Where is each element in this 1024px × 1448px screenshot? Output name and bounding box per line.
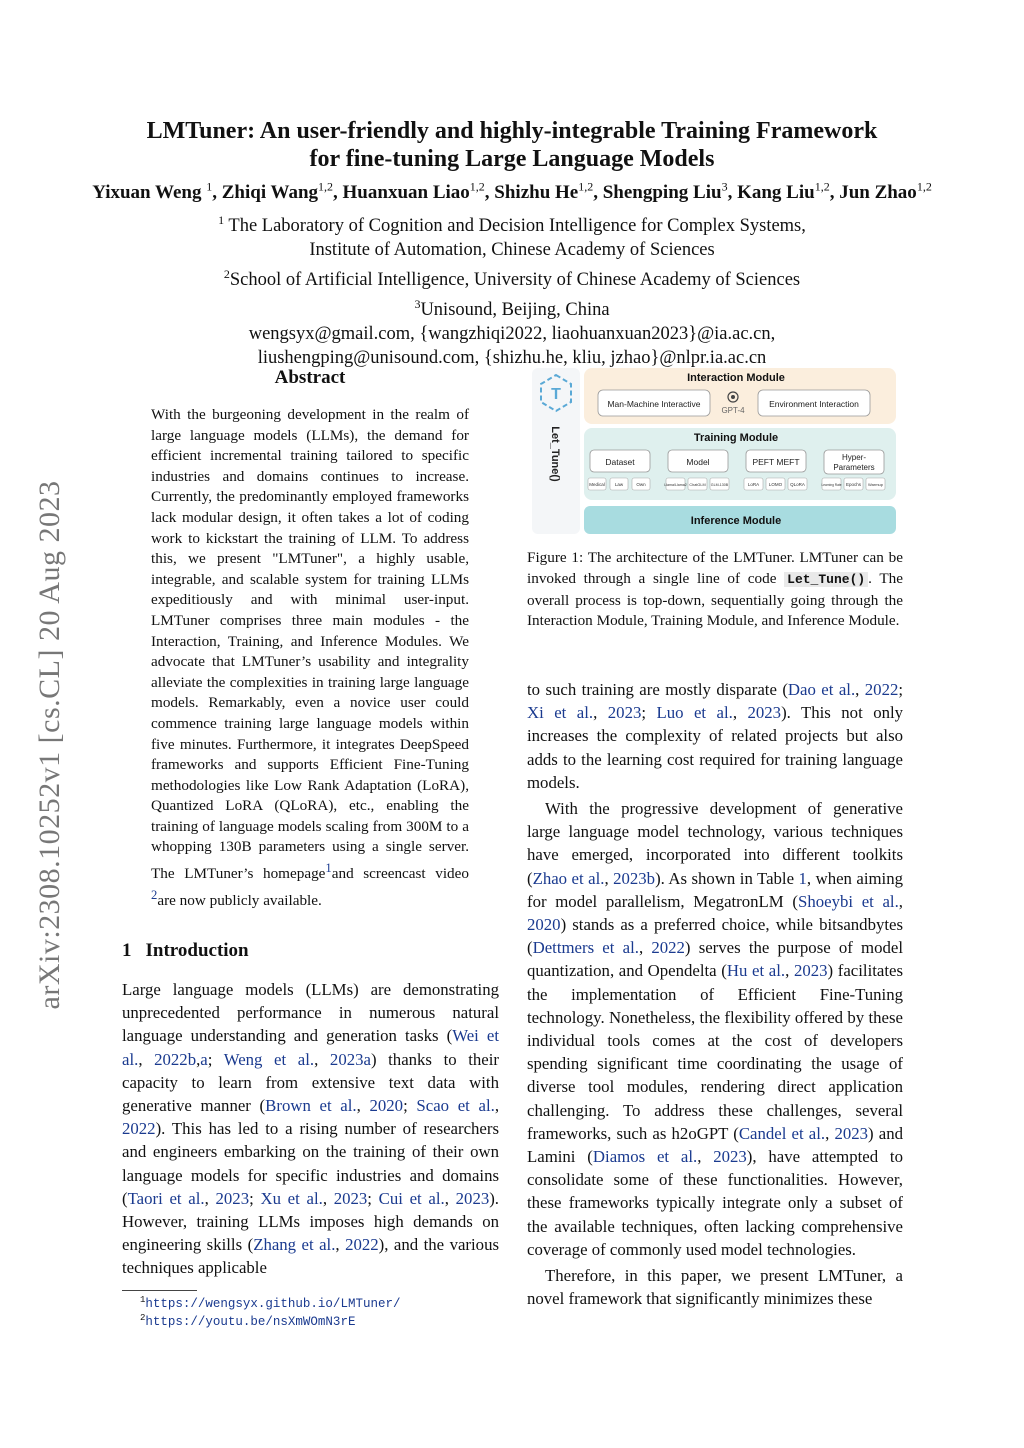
citation-link[interactable]: 2023: [215, 1188, 250, 1208]
peft-item: QLoRA: [790, 482, 805, 487]
man-machine-label: Man-Machine Interactive: [607, 399, 701, 409]
intro-paragraph: Large language models (LLMs) are demonstrating unprecedented performance in numerous natural language understanding and generation tasks (Wei et al., 2022b,a; Weng et al., 2023a) thanks to their capacity to learn from extensive text data with generative manner (Brown et al., 2020; Scao et al., 2022). This has led to a rising number of researchers and engineers embarking on the training of their own language models for specific industries and domains (Taori et al., 2023; Xu et al., 2023; Cui et al., 2023). However, training LLMs imposes high demands on engineering skills (Zhang et al., 2022), and the various techniques applicable: [122, 980, 500, 1278]
interaction-module-title: Interaction Module: [687, 372, 785, 384]
inference-module-title: Inference Module: [690, 515, 782, 527]
affiliations: [100, 208, 924, 370]
citation-link[interactable]: Xi et al.: [527, 703, 594, 723]
model-item: ChatGLM: [689, 483, 706, 487]
citation-link[interactable]: Luo et al.: [656, 703, 733, 723]
author: Yixuan Weng $^1$,: [92, 180, 222, 204]
citation-link[interactable]: 2023: [607, 703, 642, 723]
dataset-label: Dataset: [605, 457, 635, 467]
email-line-2: liushengping@unisound.com, {shizhu.he, kliu, jzhao}@nlpr.ia.ac.cn: [257, 348, 767, 369]
citation-link[interactable]: a: [200, 1049, 208, 1069]
paragraph: Therefore, in this paper, we present LMTuner, a novel framework that significantly minimizes these: [527, 1266, 903, 1309]
table-ref-link[interactable]: 1: [798, 868, 807, 888]
logo-letter: T: [551, 386, 561, 403]
footnote-2[interactable]: $^2$https://youtu.be/nsXmWOmN3rE: [140, 1313, 356, 1330]
title-line-2: for fine-tuning Large Language Models: [309, 146, 715, 172]
footnote-ref-1[interactable]: 1: [325, 861, 332, 876]
hyperparameters-item: Learning Rate: [821, 483, 842, 487]
author: Shizhu He$^{1,2}$,: [494, 180, 603, 204]
let-tune-label: Let_Tune(): [549, 426, 561, 482]
citation-link[interactable]: 2023: [747, 703, 782, 723]
citation-link[interactable]: 2022: [122, 1119, 156, 1139]
paragraph: to such training are mostly disparate (Dao et al., 2022; Xi et al., 2023; Luo et al., 2023). This not only increases the complexity of related projects but also adds to the learning cost required for training language models.: [527, 680, 904, 792]
peft-label: PEFT MEFT: [752, 457, 800, 467]
author: Jun Zhao$^{1,2}$: [839, 180, 932, 204]
citation-link[interactable]: 2023: [333, 1188, 368, 1208]
affiliation-3: $^3$Unisound, Beijing, China: [414, 297, 610, 321]
citation-link[interactable]: Candel et al.: [738, 1123, 826, 1143]
footnote-ref-2[interactable]: 2: [151, 887, 158, 902]
abstract-text: With the burgeoning development in the realm of large language models (LLMs), the demand for efficient incremental training tailored to specific industries and domains continues to increase. Currently, the predominantly employed frameworks lack modular design, it often takes a lot of coding work to kickstart the training of LLM. To address this, we present "LMTuner", a highly usable, integrable, and scalable system for training LLMs expeditiously and with minimal user-input. LMTuner comprises three main modules - the Interaction, Training, and Inference Modules. We advocate that LMTuner’s usability and integrality alleviate the complexities in training large language models. Remarkably, even a novice user could commence training large language models within five minutes. Furthermore, it integrates DeepSpeed frameworks and supports Efficient Fine-Tuning methodologies like Low Rank Adaptation (LoRA), Quantized LoRA (QLoRA), etc., enabling the training of language models scaling from 300M to a whopping 130B parameters using a single server. The LMTuner’s homepage$^1$and screencast video $^2$are now publicly available.: [151, 406, 469, 909]
title-line-1: LMTuner: An user-friendly and highly-integrable Training Framework: [146, 118, 878, 144]
arxiv-identifier: arXiv:2308.10252v1 [cs.CL] 20 Aug 2023: [33, 480, 66, 1010]
citation-link[interactable]: Taori et al.: [127, 1188, 205, 1208]
author: Huanxuan Liao$^{1,2}$,: [342, 180, 495, 204]
citation-link[interactable]: Weng et al.: [223, 1049, 315, 1069]
footnote-1[interactable]: $^1$https://wengsyx.github.io/LMTuner/: [140, 1295, 401, 1312]
citation-link[interactable]: Dettmers et al.: [532, 938, 639, 958]
citation-link[interactable]: 2023: [455, 1188, 490, 1208]
citation-link[interactable]: Xu et al.: [260, 1188, 323, 1208]
citation-link[interactable]: 2020: [369, 1096, 404, 1116]
citation-link[interactable]: 2023: [713, 1147, 747, 1167]
training-module-title: Training Module: [693, 432, 779, 444]
model-label: Model: [686, 457, 710, 467]
citation-link[interactable]: Hu et al.: [726, 961, 786, 981]
section-heading: 1 Introduction: [122, 940, 249, 961]
citation-link[interactable]: Shoeybi et al.: [798, 891, 899, 911]
hyperparameters-item: Epochs: [845, 482, 862, 487]
citation-link[interactable]: 2022: [864, 680, 899, 699]
dataset-item: Own: [636, 482, 646, 487]
author: Shengping Liu$^3$,: [602, 180, 738, 204]
model-item: GLM-130B: [710, 483, 729, 487]
dataset-item: Law: [614, 482, 624, 487]
dataset-item: Medical: [589, 482, 605, 487]
gpt4-label: GPT-4: [721, 406, 745, 415]
peft-item: LoRA: [747, 482, 760, 487]
author: Zhiqi Wang$^{1,2}$,: [221, 180, 343, 204]
abstract-heading: Abstract: [274, 367, 346, 388]
citation-link[interactable]: Zhang et al.: [253, 1235, 336, 1255]
email-line-1: wengsyx@gmail.com, {wangzhiqi2022, liaohuanxuan2023}@ia.ac.cn,: [248, 324, 776, 345]
affiliation-1-cont: Institute of Automation, Chinese Academy of Sciences: [309, 240, 715, 261]
author: Kang Liu$^{1,2}$,: [737, 180, 840, 204]
figure-caption: Figure 1: The architecture of the LMTuner. LMTuner can be invoked through a single line of code Let_Tune() . The overall process is top-down, sequentially going through the Interaction Module, Training Module, and Inference Module.: [527, 549, 903, 630]
affiliation-1: $^1$ The Laboratory of Cognition and Decision Intelligence for Complex Systems,: [218, 213, 806, 237]
citation-link[interactable]: Brown et al.: [265, 1096, 357, 1116]
right-column: [527, 678, 903, 1310]
peft-item: LOMO: [768, 482, 783, 487]
openai-icon-center: [731, 395, 735, 399]
citation-link[interactable]: Dao et al.: [787, 680, 856, 699]
citation-link[interactable]: Zhao et al.: [532, 868, 605, 888]
hyperparameters-item: Warmup: [868, 482, 883, 487]
citation-link[interactable]: 2020: [527, 915, 561, 935]
environment-label: Environment Interaction: [769, 399, 859, 409]
architecture-figure: [530, 366, 898, 536]
footnote-rule: [122, 1290, 197, 1291]
author-list: [40, 180, 984, 204]
paragraph: With the progressive development of generative large language model technology, various techniques have emerged, incorporated into different toolkits (Zhao et al., 2023b). As shown in Table 1, when aiming for model parallelism, MegatronLM (Shoeybi et al., 2020) stands as a preferred choice, while bitsandbytes (Dettmers et al., 2022) serves the purpose of model quantization, and Opendelta (Hu et al., 2023) facilitates the implementation of Efficient Fine-Tuning technology. Nonetheless, the flexibility offered by these individual tools comes at the cost of developers spending significant time coordinating the usage of diverse tool modules, rendering direct application challenging. To address these challenges, several frameworks, such as h2oGPT (Candel et al., 2023) and Lamini (Diamos et al., 2023), have attempted to consolidate some of these functionalities. However, these frameworks typically integrate only a subset of the available techniques, often lacking comprehensive coverage of commonly used model technologies.: [527, 799, 904, 1259]
affiliation-2: $^2$School of Artificial Intelligence, University of Chinese Academy of Sciences: [223, 267, 801, 291]
hyperparameters-label: Parameters: [833, 463, 875, 472]
citation-link[interactable]: 2022: [345, 1235, 379, 1255]
paper-title: [100, 117, 924, 173]
citation-link[interactable]: 2023: [793, 961, 828, 981]
citation-link[interactable]: 2023: [834, 1123, 869, 1143]
citation-link[interactable]: Scao et al.: [416, 1096, 495, 1116]
hyperparameters-label: Hyper-: [841, 453, 867, 462]
citation-link[interactable]: Wei et al.: [122, 1026, 499, 1069]
citation-link[interactable]: 2022b: [154, 1049, 197, 1069]
citation-link[interactable]: Diamos et al.: [592, 1147, 698, 1167]
inline-code: Let_Tune(): [784, 572, 868, 587]
model-item: Llama/Llama2: [664, 483, 687, 487]
citation-link[interactable]: Cui et al.: [378, 1188, 445, 1208]
citation-link[interactable]: 2022: [651, 938, 685, 958]
citation-link[interactable]: 2023a: [329, 1049, 371, 1069]
citation-link[interactable]: 2023b: [613, 868, 656, 888]
